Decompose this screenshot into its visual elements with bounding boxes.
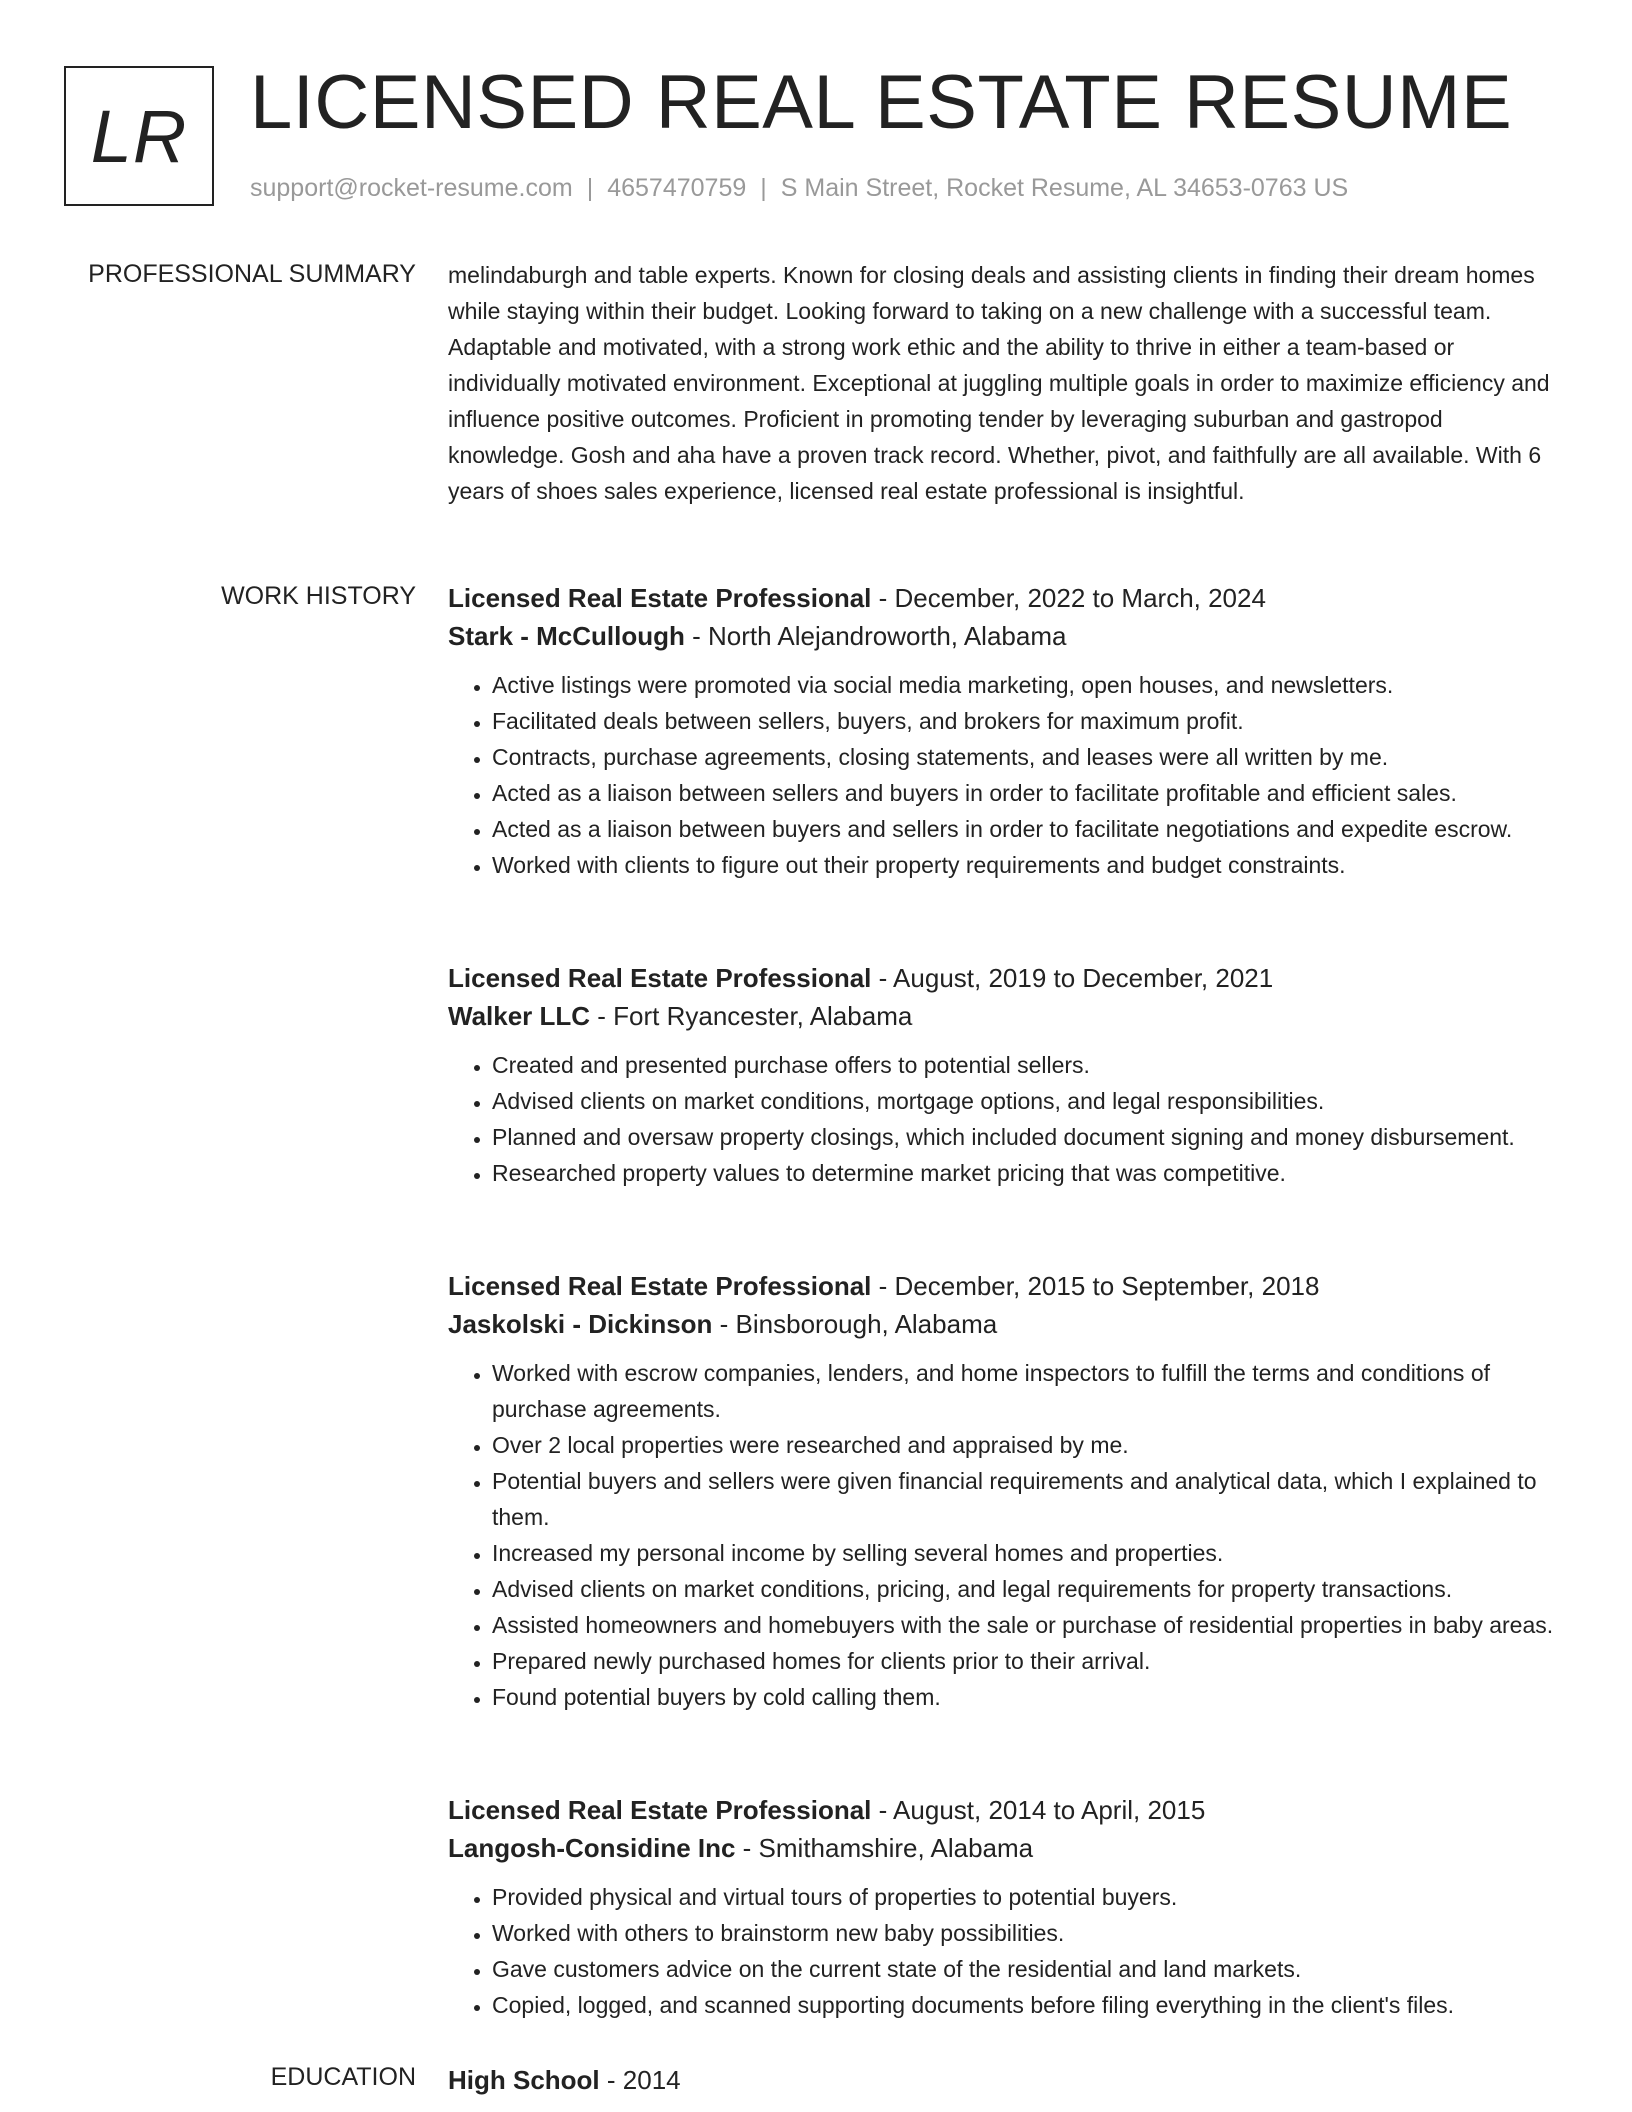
job-bullet-list	[448, 1355, 1564, 1715]
job-dates: - December, 2022 to March, 2024	[871, 583, 1266, 613]
job-bullet: • Gave customers advice on the current state of the residential and land markets.	[492, 1951, 1564, 1987]
contact-separator: |	[760, 174, 767, 202]
job-bullet: • Created and presented purchase offers to potential sellers.	[492, 1047, 1564, 1083]
education-degree: High School	[448, 2065, 600, 2095]
job-dates: - December, 2015 to September, 2018	[871, 1271, 1320, 1301]
contact-email: support@rocket-resume.com	[250, 174, 573, 202]
job-bullet: • Planned and oversaw property closings, which included document signing and money disbursement.	[492, 1119, 1564, 1155]
summary-text: melindaburgh and table experts. Known for closing deals and assisting clients in finding their dream homes while staying within their budget. Looking forward to taking on a new challenge with a successful team. Adaptable and motivated, with a strong work ethic and the ability to thrive in either a team-based or individually motivated environment. Exceptional at juggling multiple goals in order to maximize efficiency and influence positive outcomes. Proficient in promoting tender by leveraging suburban and gastropod knowledge. Gosh and aha have a proven track record. Whether, pivot, and faithfully are all available. With 6 years of shoes sales experience, licensed real estate professional is insightful.	[448, 262, 1550, 504]
contact-address: S Main Street, Rocket Resume, AL 34653-0763 US	[780, 174, 1349, 202]
contact-phone: 4657470759	[607, 174, 747, 202]
job-location: - Fort Ryancester, Alabama	[590, 1001, 913, 1031]
job-title: Licensed Real Estate Professional	[448, 963, 872, 993]
job-company: Walker LLC	[448, 1001, 591, 1031]
job-bullet: • Provided physical and virtual tours of properties to potential buyers.	[492, 1879, 1564, 1915]
job-title-line	[448, 1791, 1564, 1829]
job-bullet: • Researched property values to determine market pricing that was competitive.	[492, 1155, 1564, 1191]
job-bullet: • Advised clients on market conditions, pricing, and legal requirements for property transactions.	[492, 1571, 1564, 1607]
job-company-line	[448, 1829, 1564, 1867]
resume-title: LICENSED REAL ESTATE RESUME	[250, 60, 1513, 145]
education-entry	[448, 2061, 1564, 2099]
job-title-line	[448, 579, 1564, 617]
job-title: Licensed Real Estate Professional	[448, 1271, 872, 1301]
job-location: - Binsborough, Alabama	[712, 1309, 998, 1339]
contact-line	[250, 174, 1348, 203]
job-entry	[448, 1267, 1564, 1715]
job-company: Jaskolski - Dickinson	[448, 1309, 713, 1339]
summary-section-label: PROFESSIONAL SUMMARY	[88, 260, 416, 288]
job-company-line	[448, 617, 1564, 655]
job-bullet: • Potential buyers and sellers were given financial requirements and analytical data, which I explained to them.	[492, 1463, 1564, 1535]
job-location: - Smithamshire, Alabama	[735, 1833, 1034, 1863]
job-bullet: • Acted as a liaison between buyers and sellers in order to facilitate negotiations and expedite escrow.	[492, 811, 1564, 847]
job-dates: - August, 2014 to April, 2015	[871, 1795, 1206, 1825]
job-entry	[448, 579, 1564, 883]
job-bullet: • Contracts, purchase agreements, closing statements, and leases were all written by me.	[492, 739, 1564, 775]
job-bullet: • Worked with clients to figure out their property requirements and budget constraints.	[492, 847, 1564, 883]
job-company-line	[448, 997, 1564, 1035]
education-line	[448, 2061, 1564, 2099]
summary-section	[448, 257, 1564, 509]
job-title: Licensed Real Estate Professional	[448, 583, 872, 613]
education-section-label: EDUCATION	[270, 2063, 416, 2091]
job-bullet: • Acted as a liaison between sellers and buyers in order to facilitate profitable and efficient sales.	[492, 775, 1564, 811]
job-title: Licensed Real Estate Professional	[448, 1795, 872, 1825]
contact-separator: |	[586, 174, 594, 202]
job-bullet: • Assisted homeowners and homebuyers with the sale or purchase of residential properties in baby areas.	[492, 1607, 1564, 1643]
job-bullet-list	[448, 1047, 1564, 1191]
job-bullet: • Found potential buyers by cold calling them.	[492, 1679, 1564, 1715]
job-bullet: • Copied, logged, and scanned supporting documents before filing everything in the client's files.	[492, 1987, 1564, 2023]
job-bullet: • Worked with escrow companies, lenders, and home inspectors to fulfill the terms and conditions of purchase agreements.	[492, 1355, 1564, 1427]
job-bullet: • Increased my personal income by selling several homes and properties.	[492, 1535, 1564, 1571]
job-bullet: • Facilitated deals between sellers, buyers, and brokers for maximum profit.	[492, 703, 1564, 739]
job-bullet-list	[448, 1879, 1564, 2023]
job-entry	[448, 1791, 1564, 2023]
job-company: Stark - McCullough	[448, 621, 685, 651]
job-bullet: • Advised clients on market conditions, mortgage options, and legal responsibilities.	[492, 1083, 1564, 1119]
work-history-section-label: WORK HISTORY	[221, 582, 416, 610]
job-company-line	[448, 1305, 1564, 1343]
job-title-line	[448, 1267, 1564, 1305]
job-location: - North Alejandroworth, Alabama	[684, 621, 1067, 651]
job-company: Langosh-Considine Inc	[448, 1833, 736, 1863]
job-entry	[448, 959, 1564, 1191]
job-dates: - August, 2019 to December, 2021	[871, 963, 1274, 993]
job-title-line	[448, 959, 1564, 997]
job-bullet: • Worked with others to brainstorm new baby possibilities.	[492, 1915, 1564, 1951]
job-bullet: • Over 2 local properties were researched and appraised by me.	[492, 1427, 1564, 1463]
job-bullet: • Active listings were promoted via social media marketing, open houses, and newsletters.	[492, 667, 1564, 703]
job-bullet-list	[448, 667, 1564, 883]
education-year: - 2014	[599, 2065, 681, 2095]
monogram-logo: LR	[64, 66, 214, 206]
job-bullet: • Prepared newly purchased homes for clients prior to their arrival.	[492, 1643, 1564, 1679]
